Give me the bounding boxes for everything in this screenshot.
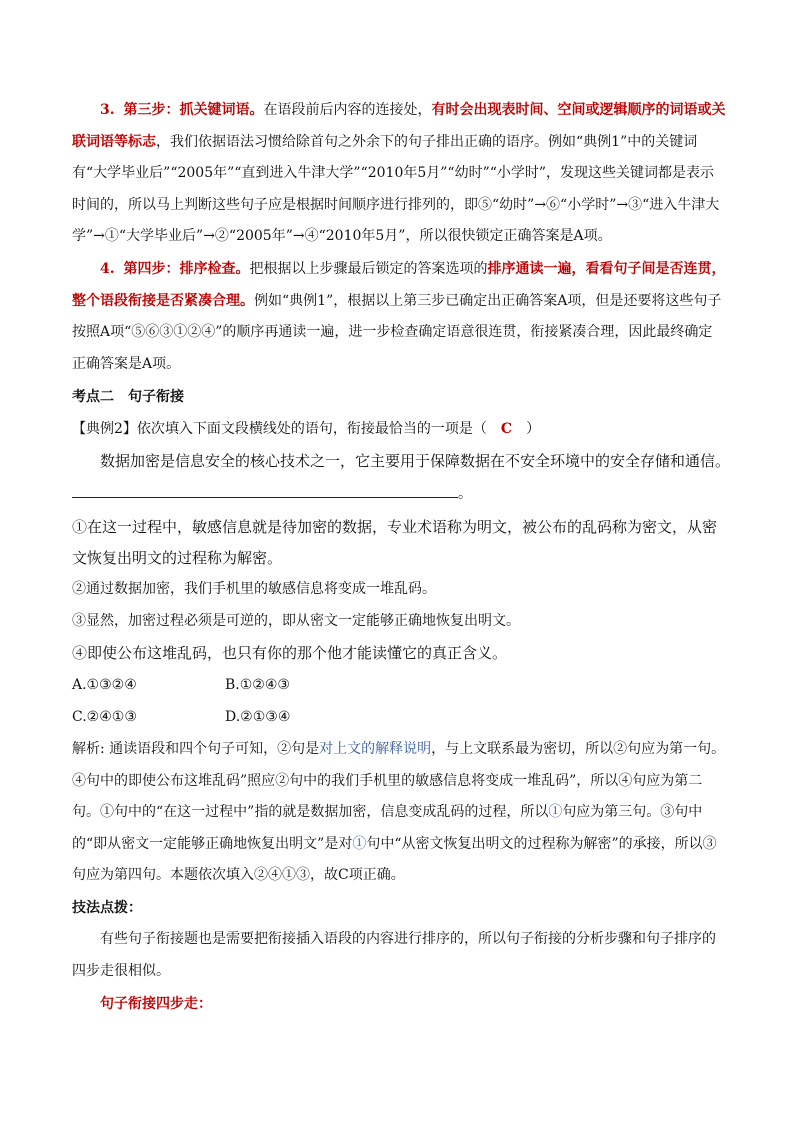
- option-c: C.②④①③: [72, 709, 137, 725]
- option-b: B.①②④③: [225, 677, 290, 693]
- blank-underline: [72, 483, 458, 498]
- step4-paragraph: [72, 254, 726, 380]
- analysis-text4: 句中“从密文恢复出明文的过程称为解密”的承接，所以③句应为第四句。本题依次填入②④①③，故C项正确。: [72, 835, 717, 883]
- sentence-3: ③显然，加密过程必须是可逆的，即从密文一定能够正确地恢复出明文。: [72, 613, 520, 629]
- step4-title: 第四步：排序检查。: [123, 261, 250, 277]
- section-heading: 考点二 句子衔接: [72, 389, 184, 405]
- step4-number: 4.: [100, 261, 115, 277]
- answer-blank-line: [72, 483, 472, 504]
- tips-text: 有些句子衔接题也是需要把衔接插入语段的内容进行排序的，所以句子衔接的分析步骤和句子排序的四步走很相似。: [72, 931, 716, 979]
- step3-number: 3.: [100, 102, 115, 118]
- step3-highlight: 有时会出现表时间、空间或逻辑顺序的词语或关联词语等标志: [72, 102, 726, 150]
- step4-text1: 把根据以上步骤最后锁定的答案选项的: [249, 261, 488, 277]
- example-question: [72, 419, 540, 439]
- analysis-label: 解析:: [72, 741, 105, 757]
- tips-subheading: 句子衔接四步走：: [100, 996, 212, 1012]
- example-question-text: 依次填入下面文段横线处的语句，衔接最恰当的一项是（: [136, 421, 501, 437]
- step3-text2: ，我们依据语法习惯给除首句之外余下的句子排出正确的语序。例如“典例1”中的关键词有“大学毕业后”“2005年”“直到进入牛津大学”“2010年5月”“幼时”“小学时”，发现这些关键词都是表示时间的，所以马上判断这些句子应是根据时间顺序进行排列的，即⑤“幼时”→⑥“小学时”→③“进入牛津大学”→①“大学毕业后”→②“2005年”→④“2010年5月”，所以很快锁定正确答案是A项。: [72, 133, 720, 244]
- analysis-blue2: ①: [548, 804, 563, 820]
- analysis-text1: 通读语段和四个句子可知，②句是: [109, 741, 320, 757]
- step3-paragraph: [72, 95, 726, 253]
- blank-end: 。: [458, 486, 472, 502]
- sentence-2: ②通过数据加密，我们手机里的敏感信息将变成一堆乱码。: [72, 581, 436, 597]
- step4-highlight: 排序通读一遍，看看句子间是否连贯，整个语段衔接是否紧凑合理。: [72, 261, 726, 309]
- analysis-blue3: ①: [352, 835, 367, 852]
- step3-text1: 在语段前后内容的连接处，: [263, 102, 432, 118]
- example-label: 【典例2】: [72, 421, 137, 437]
- analysis-blue1: 对上文的解释说明: [319, 741, 432, 757]
- analysis-paragraph: [72, 734, 726, 892]
- analysis-text2: ，与上文联系最为密切，所以②句应为第一句。④句中的即使公布这堆乱码”照应②句中的我们手机里的敏感信息将变成一堆乱码”，所以④句应为第二句。①句中的“在这一过程中”指的就是数据加密，信息变成乱码的过程，所以: [72, 741, 726, 820]
- step4-text2: 例如“典例1”，根据以上第三步已确定出正确答案A项，但是还要将这些句子按照A项“⑤⑥③①②④”的顺序再通读一遍，进一步检查确定语意很连贯，衔接紧凑合理，因此最终确定正确答案是A项。: [72, 292, 722, 372]
- step3-title: 第三步：抓关键词语。: [123, 102, 264, 118]
- option-a: A.①③②④: [72, 677, 137, 693]
- sentence-4: ④即使公布这堆乱码，也只有你的那个他才能读懂它的真正含义。: [72, 644, 508, 662]
- example-question-end: ）: [512, 421, 541, 437]
- option-d: D.②①③④: [225, 709, 291, 725]
- example-passage: 数据加密是信息安全的核心技术之一，它主要用于保障数据在不安全环境中的安全存储和通信。: [100, 452, 731, 470]
- tips-heading: 技法点拨：: [72, 900, 142, 916]
- analysis-text3: 句应为第三句。③句中的“即从密文一定能够正确地恢复出明文”是对: [72, 804, 703, 852]
- sentence-1: ①在这一过程中，敏感信息就是待加密的数据，专业术语称为明文，被公布的乱码称为密文，从密文恢复出明文的过程称为解密。: [72, 518, 718, 567]
- example-answer: C: [500, 421, 513, 437]
